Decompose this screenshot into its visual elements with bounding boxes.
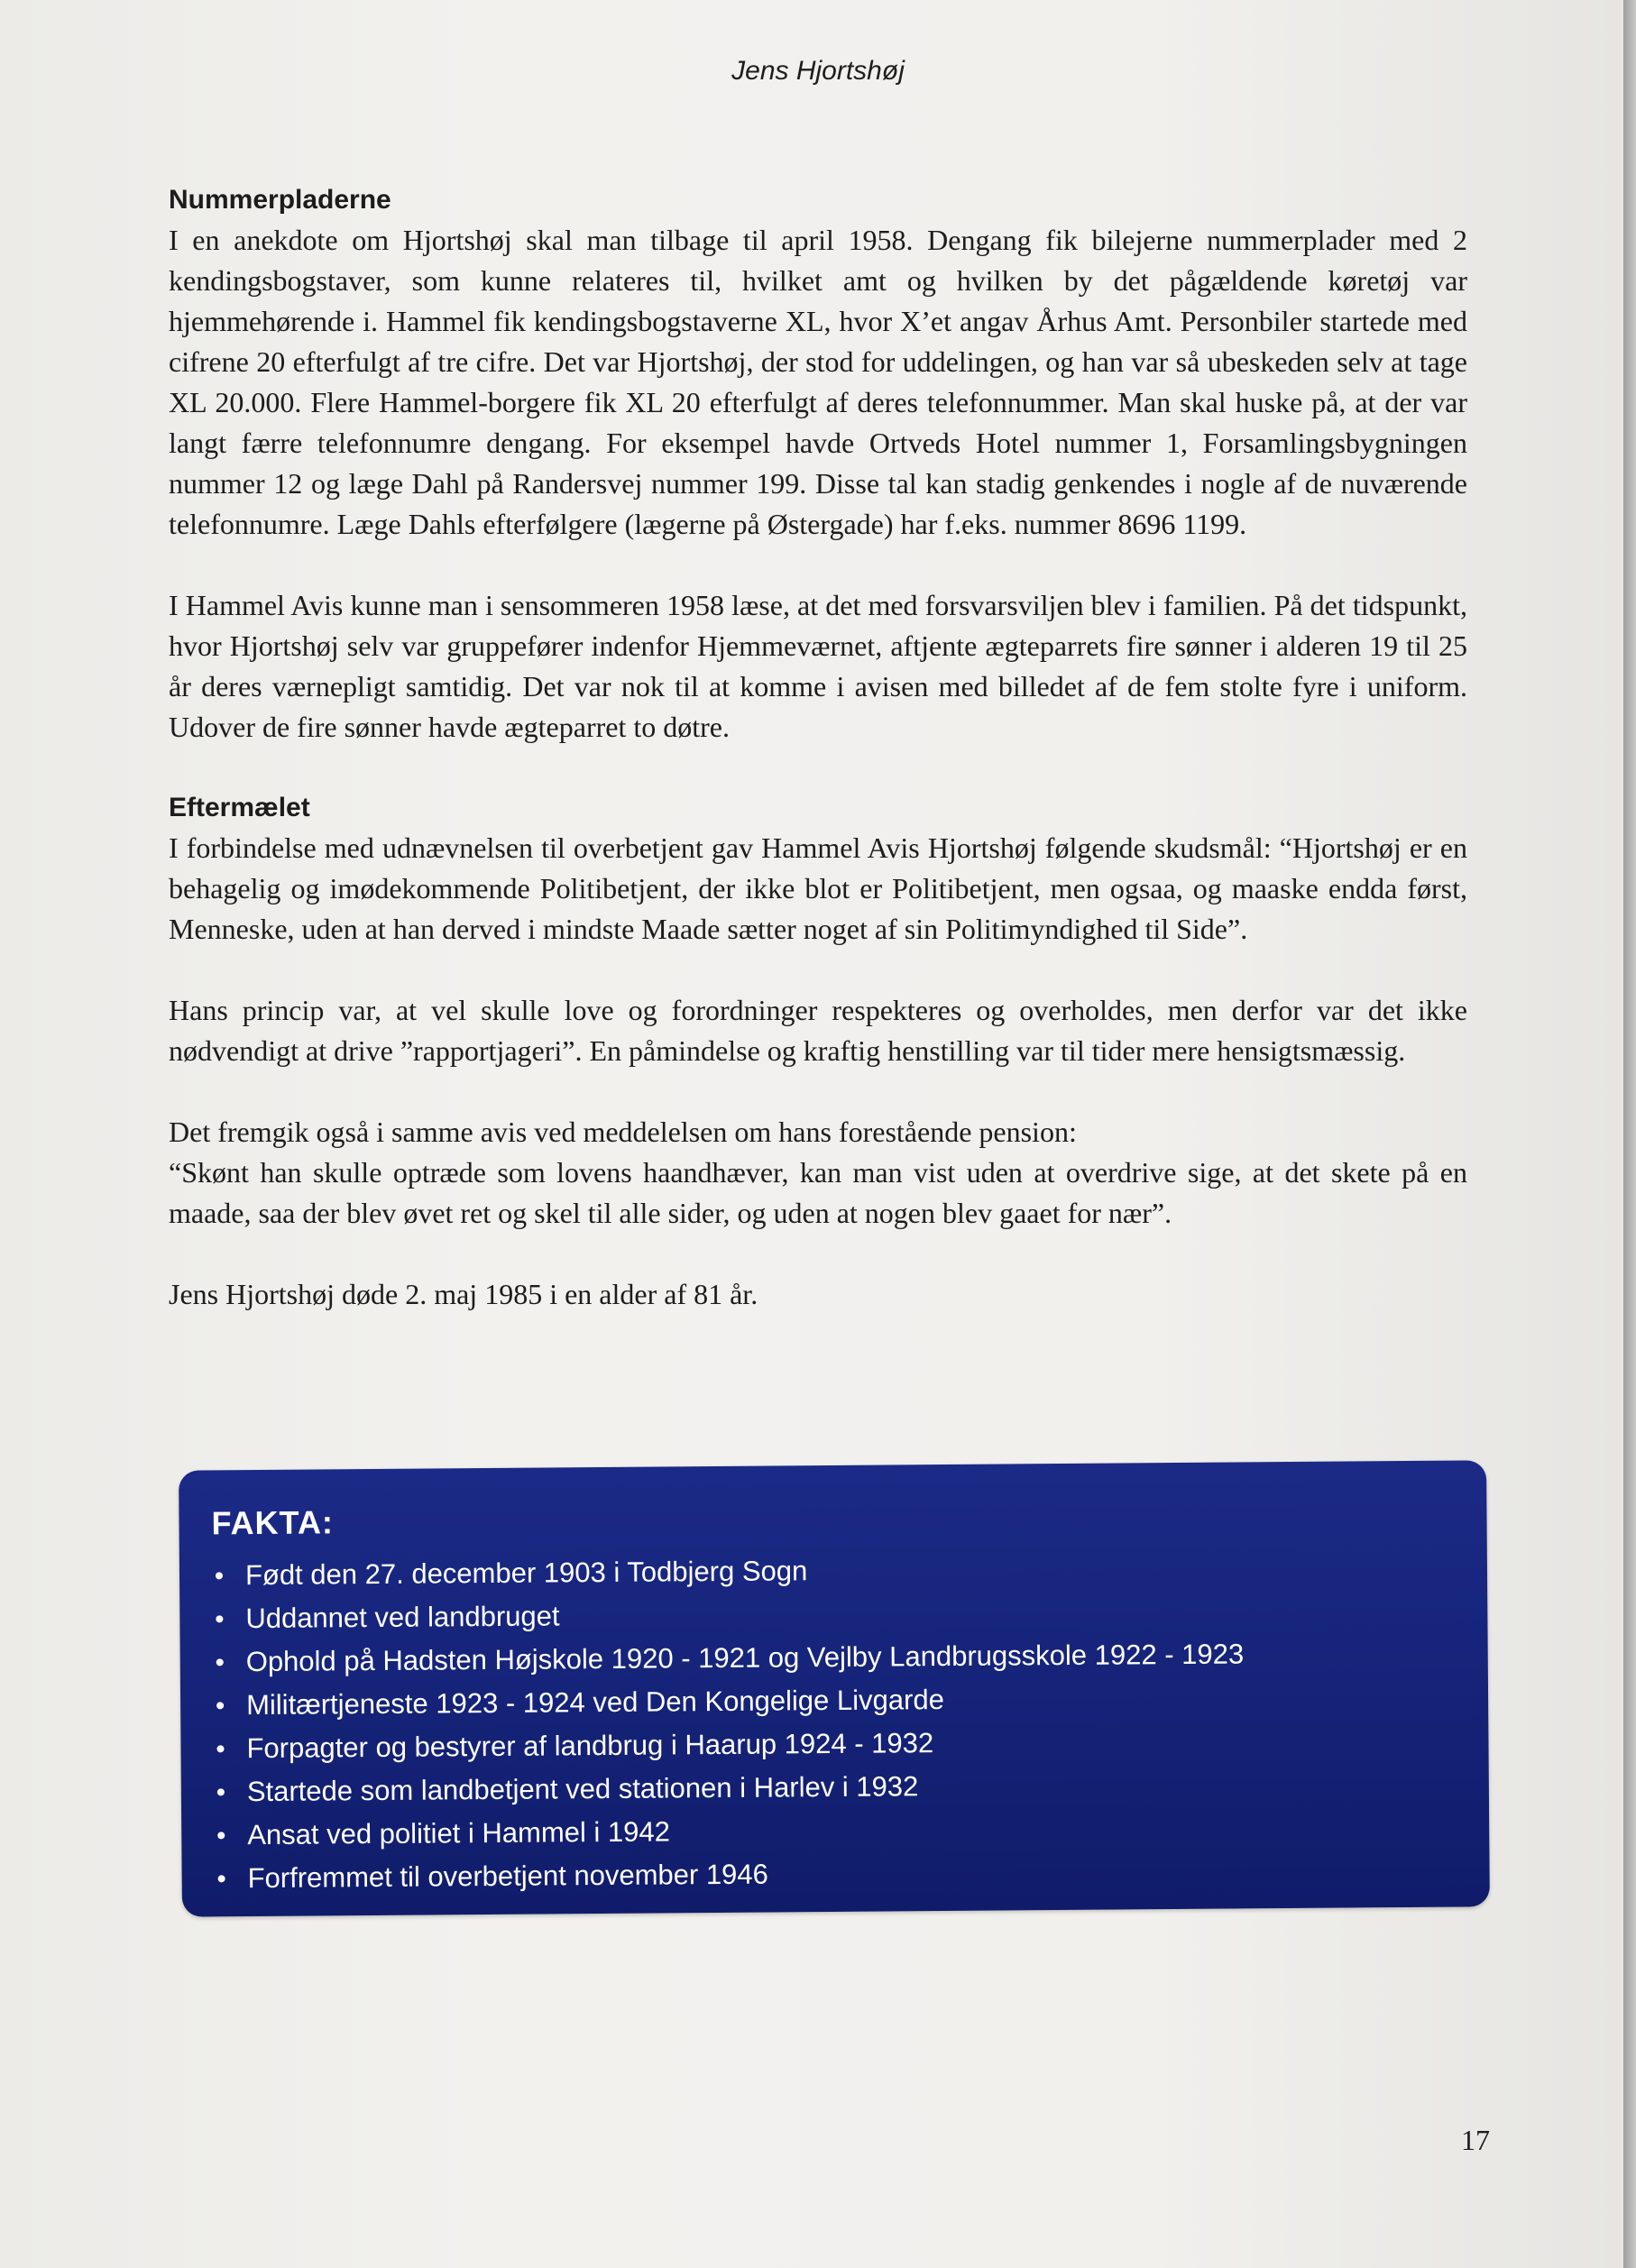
fakta-item-text: Uddannet ved landbruget: [245, 1600, 560, 1635]
quote-paragraph: “Skønt han skulle optræde som lovens haandhæver, kan man vist uden at overdrive sige, at det skete på en maade, saa der blev øvet ret og skel til alle sider, og uden at nogen blev gaaet for nær”.: [169, 1156, 1467, 1229]
paragraph: Det fremgik også i samme avis ved meddelelsen om hans forestående pension:: [169, 1116, 1077, 1148]
paragraph: I forbindelse med udnævnelsen til overbetjent gav Hammel Avis Hjortshøj følgende skudsmål: “Hjortshøj er en behagelig og imødekommende Politibetjent, der ikke blot er Politibetjent, men ogsaa, og maaske endda først, Menneske, uden at han derved i mindste Maade sætter noget af sin Politimyndighed til Side”.: [169, 831, 1467, 945]
bullet-icon: [217, 1832, 225, 1839]
fakta-item-text: Ophold på Hadsten Højskole 1920 - 1921 og Vejlby Landbrugsskole 1922 - 1923: [245, 1638, 1245, 1678]
bullet-icon: [217, 1788, 225, 1795]
section-heading-nummerpladerne: Nummerpladerne: [169, 185, 391, 215]
bullet-icon: [216, 1702, 224, 1709]
paragraph: I Hammel Avis kunne man i sensommeren 1958 læse, at det med forsvarsviljen blev i familien. På det tidspunkt, hvor Hjortshøj selv var gruppefører indenfor Hjemmeværnet, aftjente ægteparrets fire sønner i alderen 19 til 25 år deres værnepligt samtidig. Det var nok til at komme i avisen med billedet af de fem stolte fyre i uniform. Udover de fire sønner havde ægteparret to døtre.: [169, 589, 1467, 743]
fakta-item-text: Født den 27. december 1903 i Todbjerg Sogn: [244, 1555, 808, 1592]
fakta-list: [212, 1546, 1245, 1900]
bullet-icon: [216, 1572, 223, 1579]
bullet-icon: [216, 1615, 223, 1622]
page-number: 17: [1461, 2124, 1490, 2156]
running-head: Jens Hjortshøj: [731, 56, 905, 86]
fakta-item-text: Forpagter og bestyrer af landbrug i Haarup 1924 - 1932: [246, 1727, 934, 1765]
paragraph: Hans princip var, at vel skulle love og forordninger respekteres og overholdes, men derfor var det ikke nødvendigt at drive ”rapportjageri”. En påmindelse og kraftig henstilling var til tider mere hensigtsmæssig.: [169, 994, 1467, 1067]
fakta-item: [213, 1632, 1245, 1684]
fakta-item-text: Militærtjeneste 1923 - 1924 ved Den Kongelige Livgarde: [245, 1684, 945, 1722]
main-text: [169, 180, 1467, 1355]
bullet-icon: [218, 1875, 225, 1882]
paragraph: Jens Hjortshøj døde 2. maj 1985 i en alder af 81 år.: [169, 1278, 758, 1310]
paragraph: I en anekdote om Hjortshøj skal man tilbage til april 1958. Dengang fik bilejerne nummerplader med 2 kendingsbogstaver, som kunne relateres til, hvilket amt og hvilken by det pågældende køretøj var hjemmehørende i. Hammel fik kendingsbogstaverne XL, hvor X’et angav Århus Amt. Personbiler startede med cifrene 20 efterfulgt af tre cifre. Det var Hjortshøj, der stod for uddelingen, og han var så ubeskeden selv at tage XL 20.000. Flere Hammel-borgere fik XL 20 efterfulgt af deres telefonnummer. Man skal huske på, at der var langt færre telefonnumre dengang. For eksempel havde Ortveds Hotel nummer 1, Forsamlingsbygningen nummer 12 og læge Dahl på Randersvej nummer 199. Disse tal kan stadig genkendes i nogle af de nuværende telefonnumre. Læge Dahls efterfølgere (lægerne på Østergade) har f.eks. nummer 8696 1199.: [169, 224, 1467, 540]
section-heading-eftermaelet: Eftermælet: [169, 793, 310, 822]
fakta-item: [214, 1849, 1245, 1900]
fakta-item-text: Ansat ved politiet i Hammel i 1942: [247, 1815, 671, 1851]
bullet-icon: [216, 1658, 224, 1666]
fakta-item-text: Forfremmet til overbetjent november 1946: [247, 1858, 768, 1895]
fakta-item-text: Startede som landbetjent ved stationen i Harlev i 1932: [246, 1770, 919, 1808]
bullet-icon: [216, 1745, 224, 1752]
fakta-box: [179, 1460, 1490, 1916]
fakta-title: FAKTA:: [211, 1503, 335, 1542]
page-edge: [1623, 0, 1636, 2268]
